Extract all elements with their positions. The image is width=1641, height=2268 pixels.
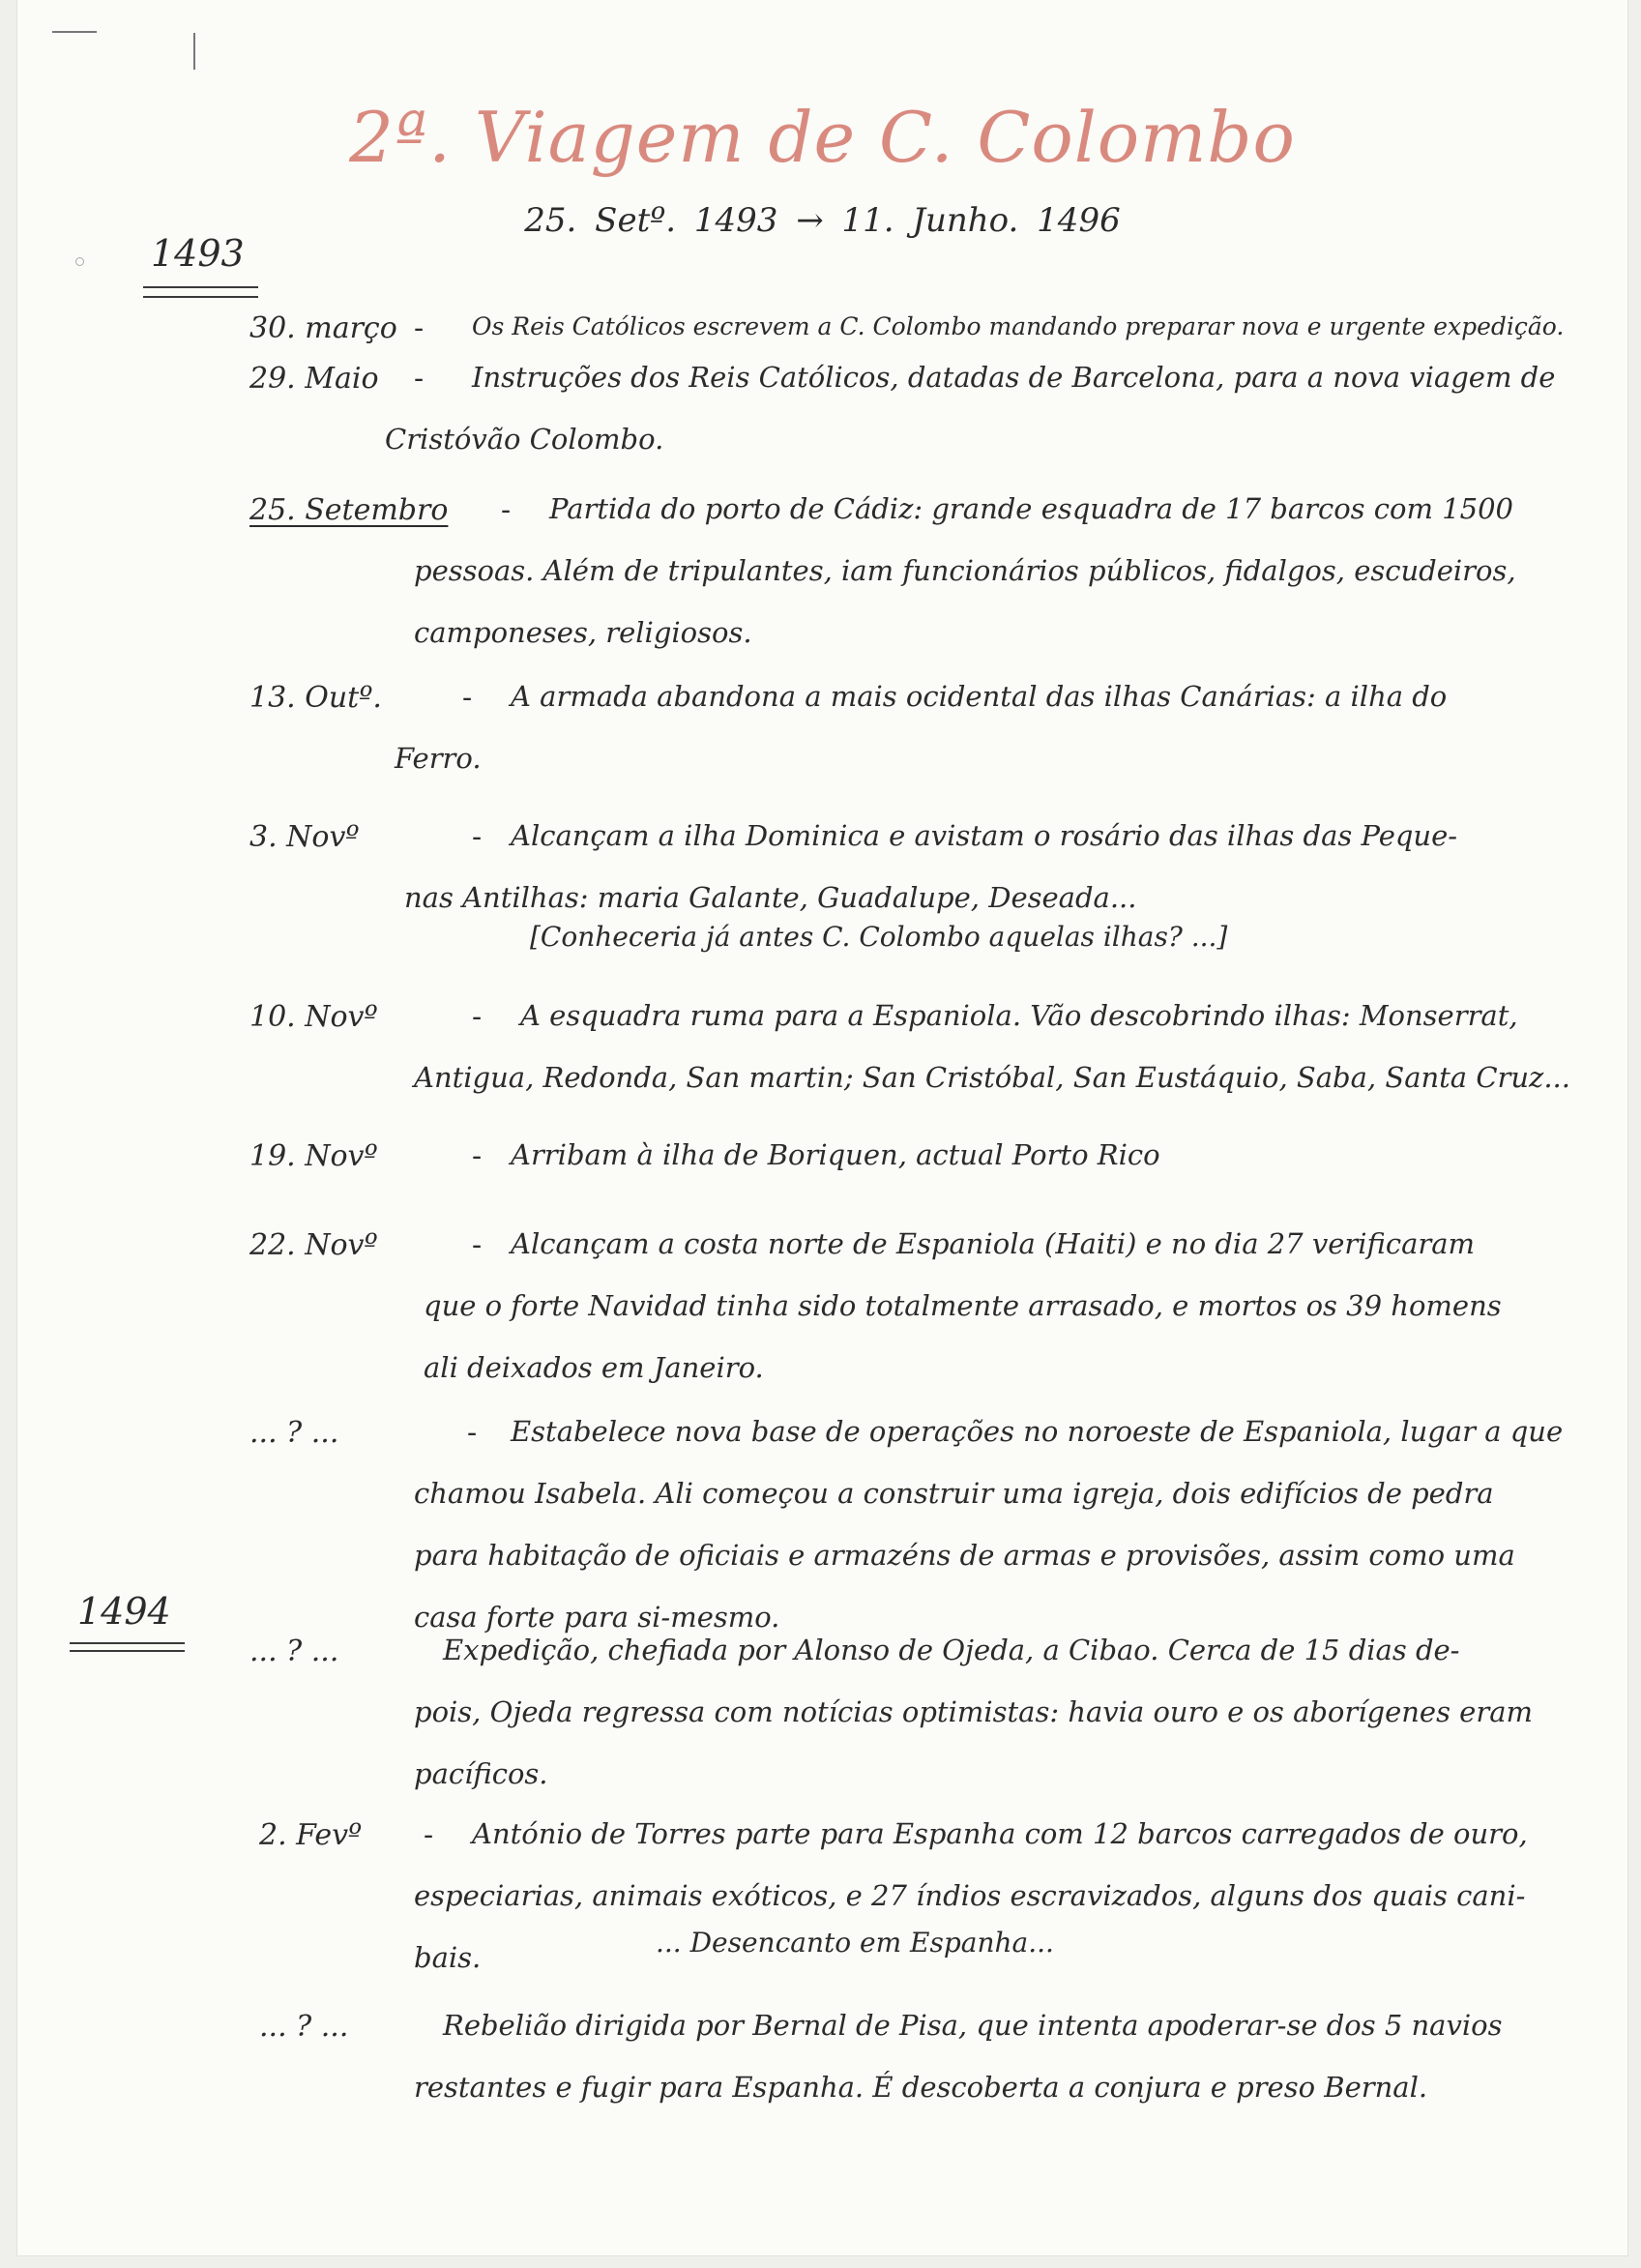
entry-dash: - [414,311,425,345]
entry-date: ... ? ... [249,1416,339,1450]
margin-mark [193,33,195,70]
margin-mark [52,31,97,33]
entry-dash: - [467,1416,478,1450]
page-title: 2ª. Viagem de C. Colombo [349,97,1296,178]
entry-text: António de Torres parte para Espanha com 12 barcos carregados de ouro, especiarias, animais exóticos, e 27 índios escravizados, alguns dos quais cani- bais. [414,1817,1528,1974]
entry-text: Os Reis Católicos escrevem a C. Colombo mandando preparar nova e urgente expedição. [472,312,1565,340]
entry-text: Partida do porto de Cádiz: grande esquadra de 17 barcos com 1500 pessoas. Além de tripulantes, iam funcionários públicos, fidalgos, escudeiros, camponeses, religiosos. [414,492,1516,649]
year-heading: 1494 [77,1590,171,1633]
entry-dash: - [414,362,425,396]
entry-date: 19. Novº [249,1139,378,1173]
entry-date: ... ? ... [259,2010,349,2044]
entry-date: 25. Setembro [249,493,449,527]
entry-dash: - [472,1139,483,1173]
entry-dash: - [462,681,473,715]
entry-date: 29. Maio [249,362,379,396]
year-heading: 1493 [151,232,245,275]
entry-date: ... ? ... [249,1635,339,1668]
entry-text: Arribam à ilha de Boriquen, actual Porto Rico [511,1138,1160,1171]
punch-hole [75,257,84,266]
entry-dash: - [472,1000,483,1034]
entry-text: Alcançam a costa norte de Espaniola (Haiti) e no dia 27 verificaram que o forte Navidad tinha sido totalmente arrasado, e mortos os 39 homens ali deixados em Janeiro. [424,1227,1502,1384]
date-range: 25. Setº. 1493 → 11. Junho. 1496 [524,201,1121,240]
entry-text: A esquadra ruma para a Espaniola. Vão descobrindo ilhas: Monserrat, Antigua, Redonda, San martin; San Cristóbal, San Eustáquio, Saba, Santa Cruz... [414,999,1570,1094]
entry-date: 3. Novº [249,820,360,854]
entry-note: ... Desencanto em Espanha... [656,1927,1054,1959]
entry-date: 10. Novº [249,1000,378,1034]
entry-text: Alcançam a ilha Dominica e avistam o rosário das ilhas das Peque- nas Antilhas: maria Galante, Guadalupe, Deseada... [404,819,1458,914]
entry-date: 22. Novº [249,1228,378,1262]
entry-text: Estabelece nova base de operações no noroeste de Espaniola, lugar a que chamou Isabela. Ali começou a construir uma igreja, dois edifícios de pedra para habitação de oficiais e armazéns de armas e provisões, assim como uma casa forte para si-mesmo. [414,1415,1564,1634]
entry-text: Rebelião dirigida por Bernal de Pisa, que intenta apoderar-se dos 5 navios restantes e fugir para Espanha. É descoberta a conjura e preso Bernal. [414,2009,1503,2104]
entry-text: A armada abandona a mais ocidental das ilhas Canárias: a ilha do Ferro. [395,680,1448,775]
entry-text: Expedição, chefiada por Alonso de Ojeda, a Cibao. Cerca de 15 dias de- pois, Ojeda regressa com notícias optimistas: havia ouro e os aborígenes eram pacíficos. [414,1634,1533,1790]
entry-dash: - [424,1818,434,1852]
entry-date: 30. março [249,311,397,345]
entry-date: 2. Fevº [259,1818,363,1852]
entry-dash: - [501,493,512,527]
entry-date: 13. Outº. [249,681,382,715]
entry-text: Instruções dos Reis Católicos, datadas de Barcelona, para a nova viagem de Cristóvão Colombo. [385,361,1556,456]
entry-dash: - [472,1228,483,1262]
entry-dash: - [472,820,483,854]
manuscript-page [17,0,1627,2255]
entry-note: [Conheceria já antes C. Colombo aquelas ilhas? ...] [530,921,1228,953]
